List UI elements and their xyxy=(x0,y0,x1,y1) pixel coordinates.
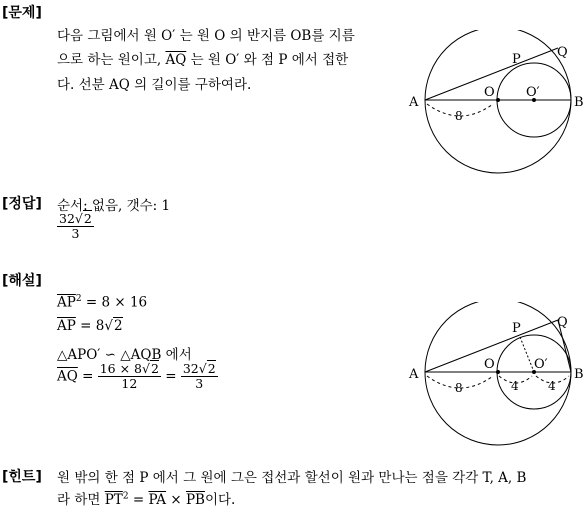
label-o: O xyxy=(484,85,495,100)
hint-post: 이다. xyxy=(204,492,236,508)
label-a: A xyxy=(409,95,419,110)
solution-line-2-coef: = 8 xyxy=(75,318,105,334)
segment-pt: $\overline{PT}$ xyxy=(104,492,123,508)
sup-2: 2 xyxy=(75,294,82,304)
segment-ap-2: $\overline{AP}$ xyxy=(57,318,76,334)
figure-1 xyxy=(398,30,588,180)
hint-times: × xyxy=(166,492,186,508)
solution-line-2-rad: 2 xyxy=(113,318,123,334)
solution-line-4: $\overline{AQ}$ = $\frac{16 \times 8√2}{12}$ = $\frac{32√2}{3}$ xyxy=(57,361,216,392)
figure-2 xyxy=(398,302,588,447)
label-length-8: 8 xyxy=(455,109,463,123)
f2-num-coef: 32 xyxy=(182,361,199,376)
hint-sup-2: 2 xyxy=(122,491,129,502)
solution-line-1-rest: = 8 × 16 xyxy=(81,294,148,311)
f2-den: 3 xyxy=(195,376,204,392)
f1-num-rad: 2 xyxy=(150,361,159,376)
label-o-prime: O′ xyxy=(526,85,540,100)
answer-meta: 순서: 없음, 갯수: 1 xyxy=(57,198,171,214)
answer-fraction: $\frac{32√2}{3}$ xyxy=(59,211,92,242)
answer-den: 3 xyxy=(71,226,80,242)
label-length-4b: 4 xyxy=(548,379,556,393)
label-length-8: 8 xyxy=(455,381,463,395)
radius-op-p xyxy=(520,337,534,372)
problem-line-2 xyxy=(57,48,348,68)
f2-num-rad: 2 xyxy=(207,361,216,376)
problem-line-2-pre: 으로 하는 원이고, xyxy=(57,52,166,68)
hint-line-2 xyxy=(57,488,235,508)
problem-line-1: 다음 그림에서 원 O′ 는 원 O 의 반지름 OB를 지름 xyxy=(57,28,355,44)
f1-num-pre: 16 × 8 xyxy=(99,361,143,376)
solution-label: [해설] xyxy=(2,273,42,289)
label-p: P xyxy=(512,321,521,336)
answer-num-rad: 2 xyxy=(83,211,92,226)
answer-num-coef: 32 xyxy=(59,211,75,226)
label-a: A xyxy=(409,367,419,382)
solution-line-3: △APO′ ∽ △AQB 에서 xyxy=(57,347,192,363)
problem-line-2-post: 는 원 O′ 와 점 P 에서 접한 xyxy=(186,52,349,68)
label-q: Q xyxy=(557,315,568,330)
label-q: Q xyxy=(557,45,568,60)
solution-line-2: $\overline{AP} = 8√2$ xyxy=(57,318,123,334)
hint-line-2-pre: 라 하면 xyxy=(57,492,105,508)
label-b: B xyxy=(574,367,584,382)
answer-label: [정답] xyxy=(2,196,42,212)
problem-label: [문제] xyxy=(2,5,42,21)
problem-line-3: 다. 선분 AQ 의 길이를 구하여라. xyxy=(57,77,252,93)
segment-ap: $\overline{AP}$ xyxy=(57,294,76,311)
point-o xyxy=(496,370,500,374)
hint-label: [힌트] xyxy=(2,469,42,485)
segment-pb: $\overline{PB}$ xyxy=(185,492,205,508)
eq-1: = xyxy=(77,368,98,385)
solution-line-1 xyxy=(57,294,147,311)
hint-line-1: 원 밖의 한 점 P 에서 그 원에 그은 접선과 할선이 원과 만나는 점을 각각 T, A, B xyxy=(57,470,527,486)
segment-aq-2: $\overline{AQ}$ xyxy=(57,368,78,385)
label-o-prime: O′ xyxy=(534,357,548,372)
segment-pa: $\overline{PA}$ xyxy=(148,492,167,508)
label-b: B xyxy=(574,95,584,110)
hint-eq: = xyxy=(128,492,149,508)
segment-aq: $\overline{AQ}$ xyxy=(165,52,187,68)
label-p: P xyxy=(512,52,521,67)
f1-den: 12 xyxy=(121,376,138,392)
point-o xyxy=(496,98,500,102)
label-length-4a: 4 xyxy=(511,379,519,393)
eq-2: = xyxy=(165,368,181,385)
label-o: O xyxy=(484,357,495,372)
